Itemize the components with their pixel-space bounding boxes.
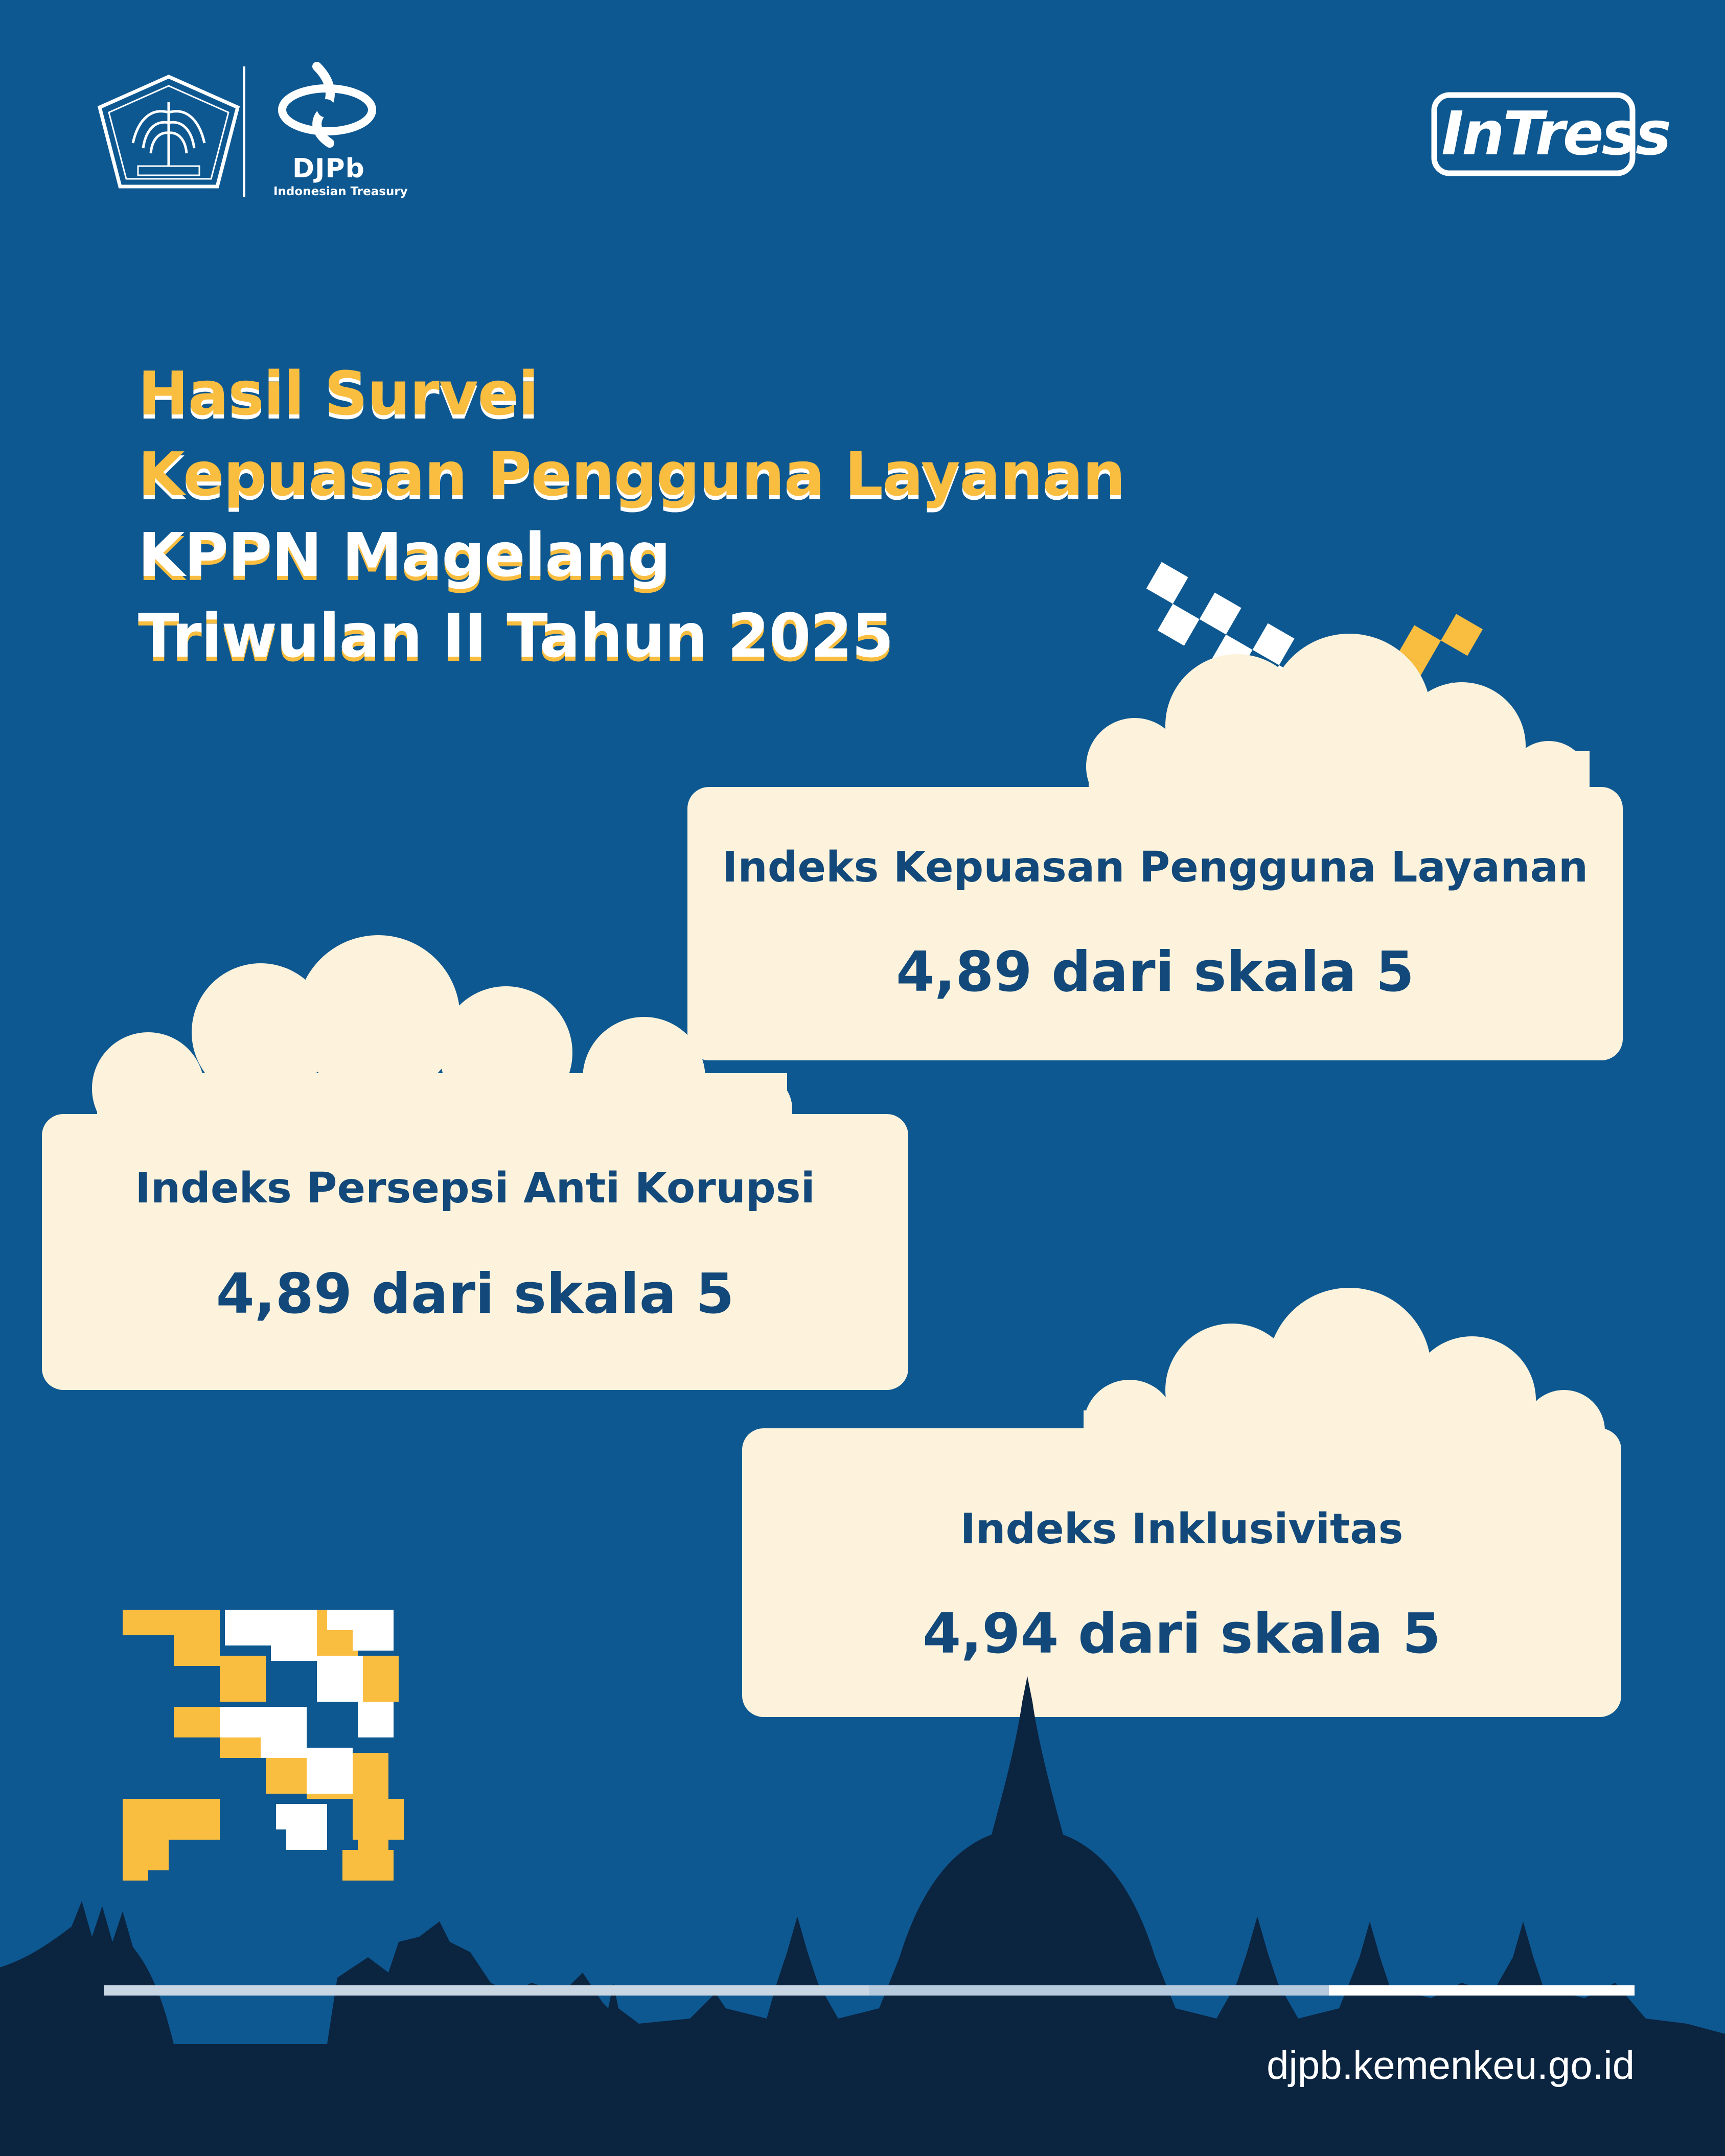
intress-logo: InTress (1441, 98, 1670, 169)
card-value: 4,94 dari skala 5 (923, 1602, 1441, 1666)
card-anti-korupsi (42, 1114, 908, 1390)
zigzag-pattern-icon (123, 1610, 404, 1881)
card-label: Indeks Persepsi Anti Korupsi (135, 1164, 815, 1213)
title-line-1: Hasil Survei (138, 358, 539, 429)
card-label: Indeks Inklusivitas (960, 1505, 1404, 1554)
card-value: 4,89 dari skala 5 (216, 1262, 734, 1326)
title-line-3: KPPN Magelang (138, 520, 671, 590)
djpb-name: DJPb (292, 153, 365, 184)
card-value: 4,89 dari skala 5 (896, 940, 1414, 1004)
card-inklusivitas (742, 1428, 1621, 1717)
footer-line-end (1329, 1985, 1635, 1996)
footer-line-mid (869, 1985, 1329, 1996)
title-line-2: Kepuasan Pengguna Layanan (138, 439, 1125, 509)
djpb-subtitle: Indonesian Treasury (273, 185, 408, 198)
card-kepuasan (687, 787, 1623, 1060)
card-label: Indeks Kepuasan Pengguna Layanan (722, 843, 1589, 892)
title-line-4: Triwulan II Tahun 2025 (138, 600, 893, 671)
footer-url-link[interactable]: djpb.kemenkeu.go.id (1267, 2043, 1635, 2088)
